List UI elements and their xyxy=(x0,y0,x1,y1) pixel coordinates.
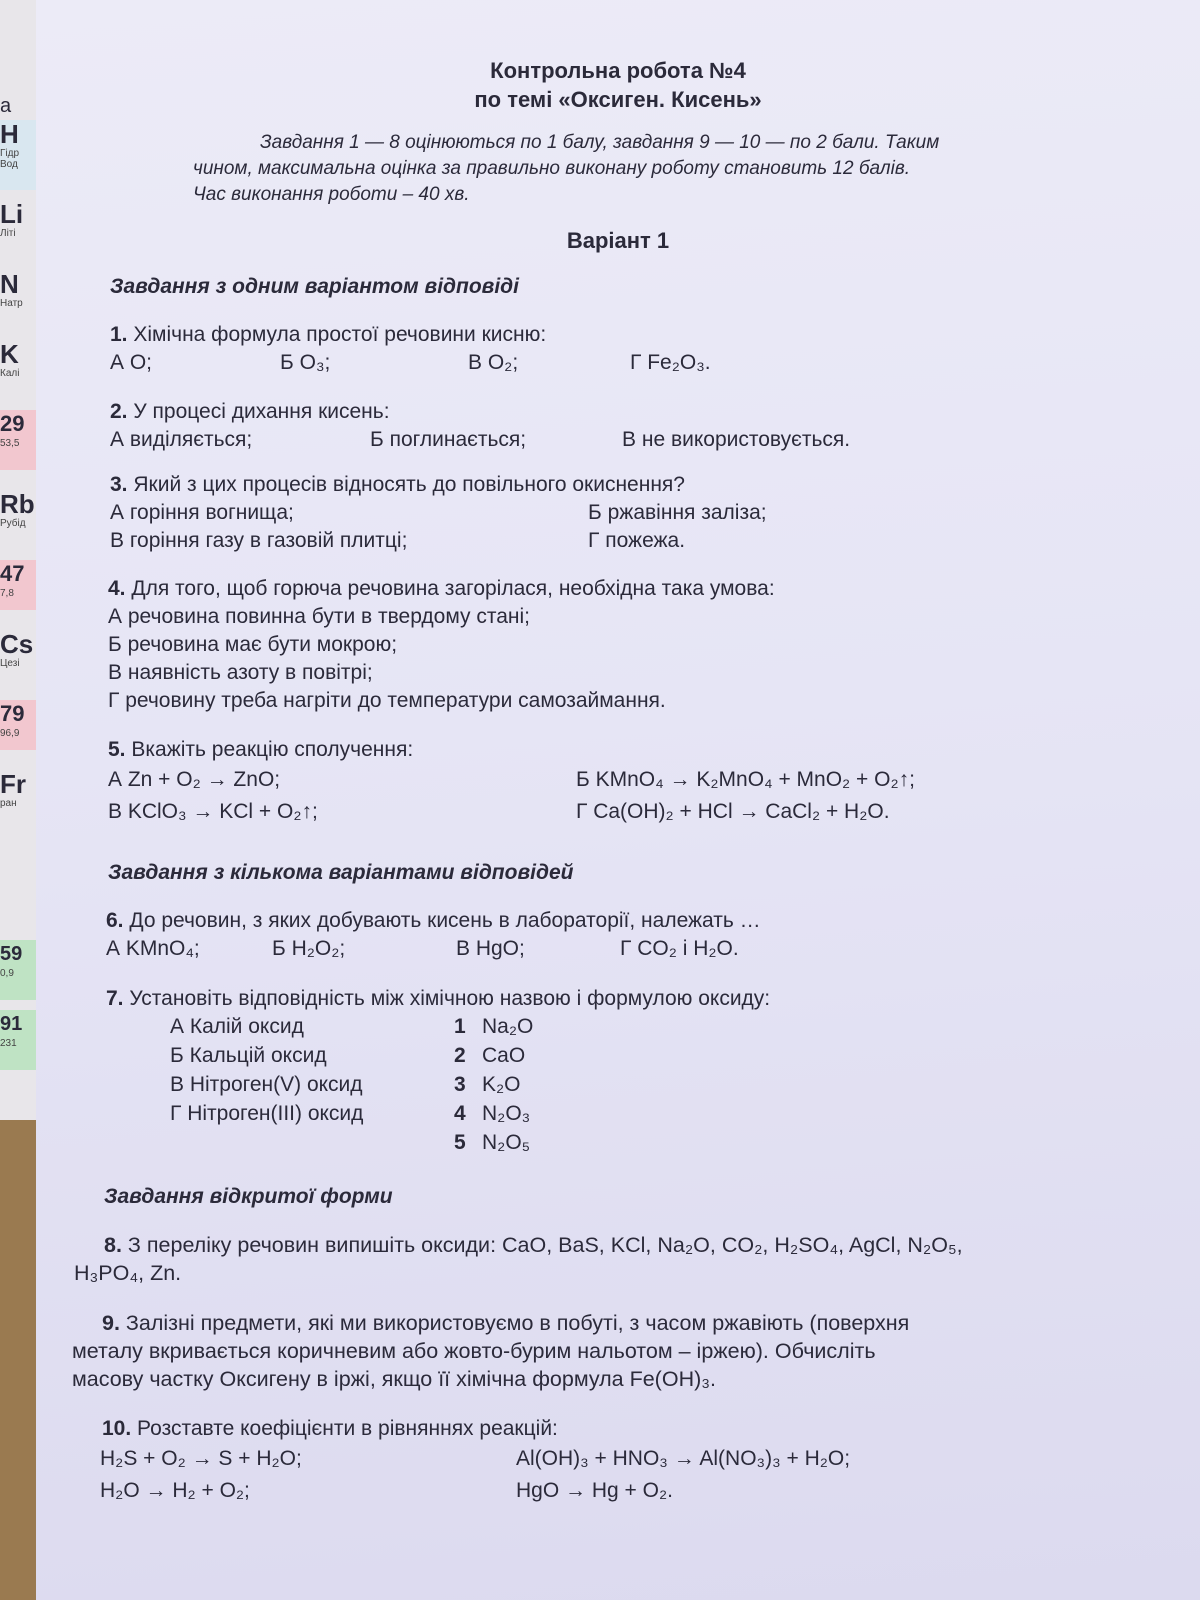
edge-symbol: 29 xyxy=(0,411,25,436)
answer-option: Б O₃; xyxy=(280,351,331,374)
edge-cell xyxy=(0,120,40,190)
match-right-item: N₂O₃ xyxy=(482,1102,531,1125)
answer-option: Б KMnO₄ → K₂MnO₄ + MnO₂ + O₂↑; xyxy=(576,768,915,791)
edge-sub: Рубід xyxy=(0,518,26,529)
answer-option: В не використовується. xyxy=(622,428,851,451)
doc-subtitle: по темі «Оксиген. Кисень» xyxy=(474,87,762,112)
edge-symbol: Cs xyxy=(0,629,34,659)
edge-cell xyxy=(0,770,40,809)
question-10 xyxy=(102,1416,558,1442)
match-right-item: CaO xyxy=(482,1044,526,1067)
equation: Al(OH)₃ + HNO₃ → Al(NO₃)₃ + H₂O; xyxy=(516,1447,851,1470)
edge-cell xyxy=(0,1010,40,1070)
equation: HgO → Hg + O₂. xyxy=(516,1479,673,1502)
edge-symbol: 91 xyxy=(0,1013,23,1035)
question-number: 4. xyxy=(108,577,126,600)
match-right-number: 1 xyxy=(454,1015,466,1038)
question-6 xyxy=(106,908,761,934)
desk-edge xyxy=(0,1120,40,1600)
answer-option: А горіння вогнища; xyxy=(110,501,294,524)
answer-option: Г Ca(OH)₂ + HCl → CaCl₂ + H₂O. xyxy=(576,800,890,823)
answer-option: А O; xyxy=(110,351,153,374)
edge-sub: Натр xyxy=(0,298,23,309)
question-9 xyxy=(102,1310,909,1336)
edge-symbol: Rb xyxy=(0,489,35,519)
edge-symbol: 47 xyxy=(0,561,25,586)
edge-sub: Цезі xyxy=(0,658,20,669)
periodic-table-edge xyxy=(0,0,40,1600)
question-number: 6. xyxy=(106,909,124,932)
answer-option: Г CO₂ і H₂O. xyxy=(620,937,739,960)
match-left-item: В Нітроген(V) оксид xyxy=(170,1073,363,1096)
question-4 xyxy=(108,576,775,602)
edge-cell xyxy=(0,700,40,750)
question-7 xyxy=(106,986,770,1012)
document-page xyxy=(36,0,1200,1600)
question-number: 7. xyxy=(106,987,124,1010)
edge-cell xyxy=(0,270,40,309)
question-2 xyxy=(110,399,390,425)
edge-cell xyxy=(0,340,40,379)
question-text: Залізні предмети, які ми використовуємо в побуті, з часом ржавіють (поверхня xyxy=(125,1311,910,1335)
question-number: 2. xyxy=(110,400,128,423)
answer-option: В KClO₃ → KCl + O₂↑; xyxy=(108,800,318,823)
doc-title: Контрольна робота №4 xyxy=(490,58,746,83)
answer-option: В наявність азоту в повітрі; xyxy=(108,661,373,684)
edge-cell xyxy=(0,200,40,239)
question-8 xyxy=(104,1232,963,1258)
question-3 xyxy=(110,472,685,498)
variant-heading: Варіант 1 xyxy=(566,228,670,253)
edge-sub: ран xyxy=(0,798,17,809)
question-number: 10. xyxy=(102,1417,132,1440)
question-text: До речовин, з яких добувають кисень в лабораторії, належать … xyxy=(129,909,761,932)
equation: H₂S + O₂ → S + H₂O; xyxy=(100,1447,302,1470)
question-text: Вкажіть реакцію сполучення: xyxy=(131,738,414,761)
question-5 xyxy=(108,737,413,763)
edge-symbol: H xyxy=(0,119,19,149)
answer-option: Б ржавіння заліза; xyxy=(588,501,767,524)
edge-sub: 0,9 xyxy=(0,968,14,979)
question-text: Який з цих процесів відносять до повільного окиснення? xyxy=(133,473,685,496)
answer-option: Г речовину треба нагріти до температури самозаймання. xyxy=(108,689,666,712)
edge-sub: Літі xyxy=(0,228,16,239)
question-number: 3. xyxy=(110,473,128,496)
intro-line: чином, максимальна оцінка за правильно виконану роботу становить 12 балів. xyxy=(193,158,911,179)
edge-cell xyxy=(0,490,40,529)
match-right-item: Na₂O xyxy=(482,1015,534,1038)
edge-sub: 231 xyxy=(0,1038,17,1049)
match-right-item: N₂O₅ xyxy=(482,1131,531,1154)
edge-symbol: a xyxy=(0,95,12,117)
question-text: З переліку речовин випишіть оксиди: CaO, BaS, KCl, Na₂O, CO₂, H₂SO₄, AgCl, N₂O₅, xyxy=(127,1233,963,1257)
section-heading: Завдання з кількома варіантами відповідей xyxy=(108,861,574,884)
question-number: 5. xyxy=(108,738,126,761)
question-1 xyxy=(110,322,546,348)
match-right-number: 5 xyxy=(454,1131,466,1154)
question-text: Установіть відповідність між хімічною назвою і формулою оксиду: xyxy=(129,987,771,1010)
edge-sub: Гідр xyxy=(0,148,20,159)
edge-symbol: 79 xyxy=(0,701,25,726)
section-heading: Завдання відкритої форми xyxy=(104,1185,393,1208)
edge-symbol: Fr xyxy=(0,769,26,799)
match-right-item: K₂O xyxy=(482,1073,521,1096)
question-text-continued: металу вкривається коричневим або жовто-бурим нальотом – іржею). Обчисліть xyxy=(72,1339,876,1363)
edge-sub: Вод xyxy=(0,159,18,170)
intro-line: Час виконання роботи – 40 хв. xyxy=(193,184,470,205)
edge-cell xyxy=(0,410,40,470)
match-right-number: 3 xyxy=(454,1073,466,1096)
equation: H₂O → H₂ + O₂; xyxy=(100,1479,250,1502)
section-heading: Завдання з одним варіантом відповіді xyxy=(110,275,519,298)
edge-sub: Калі xyxy=(0,368,20,379)
edge-sub: 96,9 xyxy=(0,728,20,739)
edge-cell xyxy=(0,560,40,610)
edge-cell xyxy=(0,92,40,120)
intro-line: Завдання 1 — 8 оцінюються по 1 балу, завдання 9 — 10 — по 2 бали. Таким xyxy=(260,132,940,153)
question-text: Для того, щоб горюча речовина загорілася, необхідна така умова: xyxy=(131,577,775,600)
match-left-item: Б Кальцій оксид xyxy=(170,1044,327,1067)
answer-option: А KMnO₄; xyxy=(106,937,200,960)
edge-sub: 7,8 xyxy=(0,588,14,599)
edge-symbol: Li xyxy=(0,199,24,229)
answer-option: А виділяється; xyxy=(110,428,253,451)
edge-symbol: K xyxy=(0,339,19,369)
answer-option: В HgO; xyxy=(456,937,525,960)
answer-option: Б H₂O₂; xyxy=(272,937,346,960)
answer-option: В O₂; xyxy=(468,351,519,374)
match-left-item: А Калій оксид xyxy=(170,1015,304,1038)
answer-option: В горіння газу в газовій плитці; xyxy=(110,529,408,552)
question-number: 8. xyxy=(104,1233,122,1257)
answer-option: А Zn + O₂ → ZnO; xyxy=(108,768,281,791)
question-number: 1. xyxy=(110,323,128,346)
answer-option: Б поглинається; xyxy=(370,428,527,451)
match-right-number: 4 xyxy=(454,1102,466,1125)
match-right-number: 2 xyxy=(454,1044,466,1067)
answer-option: Б речовина має бути мокрою; xyxy=(108,633,398,656)
edge-cell xyxy=(0,940,40,1000)
question-text-continued: масову частку Оксигену в іржі, якщо її хімічна формула Fe(OH)₃. xyxy=(72,1367,716,1391)
edge-sub: 53,5 xyxy=(0,438,20,449)
answer-option: Г Fe₂O₃. xyxy=(630,351,711,374)
edge-symbol: N xyxy=(0,269,19,299)
answer-option: Г пожежа. xyxy=(588,529,686,552)
edge-cell xyxy=(0,630,40,669)
match-left-item: Г Нітроген(ІІІ) оксид xyxy=(170,1102,364,1125)
question-number: 9. xyxy=(102,1311,120,1335)
question-text: У процесі дихання кисень: xyxy=(133,400,390,423)
answer-option: А речовина повинна бути в твердому стані; xyxy=(108,605,531,628)
question-text-continued: H₃PO₄, Zn. xyxy=(74,1261,182,1285)
question-text: Розставте коефіцієнти в рівняннях реакцій: xyxy=(137,1417,558,1440)
edge-symbol: 59 xyxy=(0,943,23,965)
question-text: Хімічна формула простої речовини кисню: xyxy=(133,323,547,346)
